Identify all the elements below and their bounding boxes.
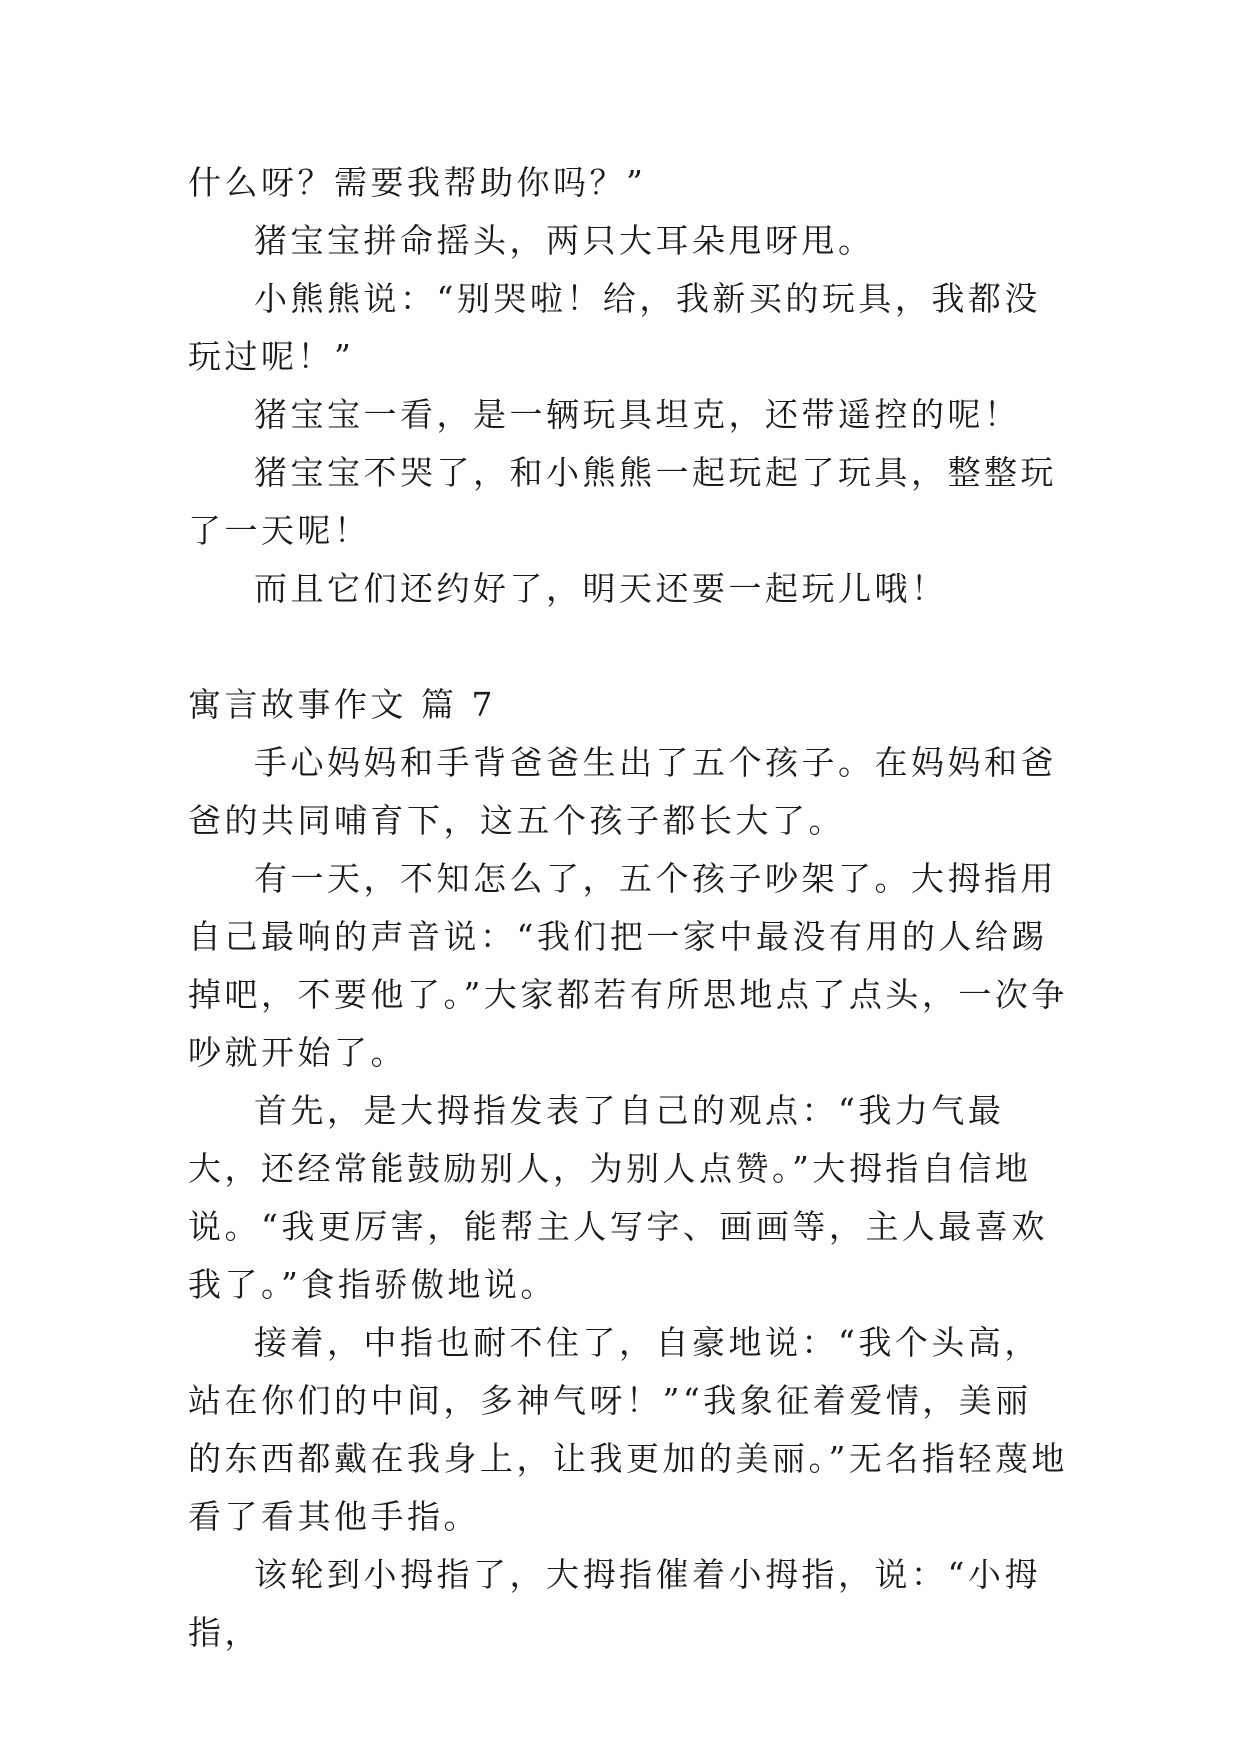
section-heading: 寓言故事作文 篇 7: [188, 685, 496, 724]
paragraph: 猪宝宝不哭了，和小熊熊一起玩起了玩具，整整玩了一天呢！: [188, 453, 1057, 550]
paragraph: 而且它们还约好了，明天还要一起玩儿哦！: [254, 569, 948, 608]
paragraph: 小熊熊说：“别哭啦！给，我新买的玩具，我都没玩过呢！”: [188, 279, 1041, 376]
paragraph: 猪宝宝拼命摇头，两只大耳朵甩呀甩。: [254, 221, 875, 260]
paragraph: 接着，中指也耐不住了，自豪地说：“我个头高，站在你们的中间，多神气呀！”“我象征着爱情，美丽的东西都戴在我身上，让我更加的美丽。”无名指轻蔑地看了看其他手指。: [188, 1323, 1068, 1536]
document-body: [188, 154, 1068, 1662]
paragraph: 有一天，不知怎么了，五个孩子吵架了。大拇指用自己最响的声音说：“我们把一家中最没有用的人给踢掉吧，不要他了。”大家都若有所思地点了点头，一次争吵就开始了。: [188, 859, 1068, 1072]
paragraph: 该轮到小拇指了，大拇指催着小拇指，说：“小拇指，: [188, 1555, 1041, 1652]
paragraph: 什么呀？需要我帮助你吗？”: [188, 163, 647, 202]
paragraph: 首先，是大拇指发表了自己的观点：“我力气最大，还经常能鼓励别人，为别人点赞。”大拇指自信地说。“我更厉害，能帮主人写字、画画等，主人最喜欢我了。”食指骄傲地说。: [188, 1091, 1048, 1304]
section-gap: [188, 618, 1068, 676]
paragraph: 手心妈妈和手背爸爸生出了五个孩子。在妈妈和爸爸的共同哺育下，这五个孩子都长大了。: [188, 743, 1057, 840]
paragraph: 猪宝宝一看，是一辆玩具坦克，还带遥控的呢！: [254, 395, 1021, 434]
